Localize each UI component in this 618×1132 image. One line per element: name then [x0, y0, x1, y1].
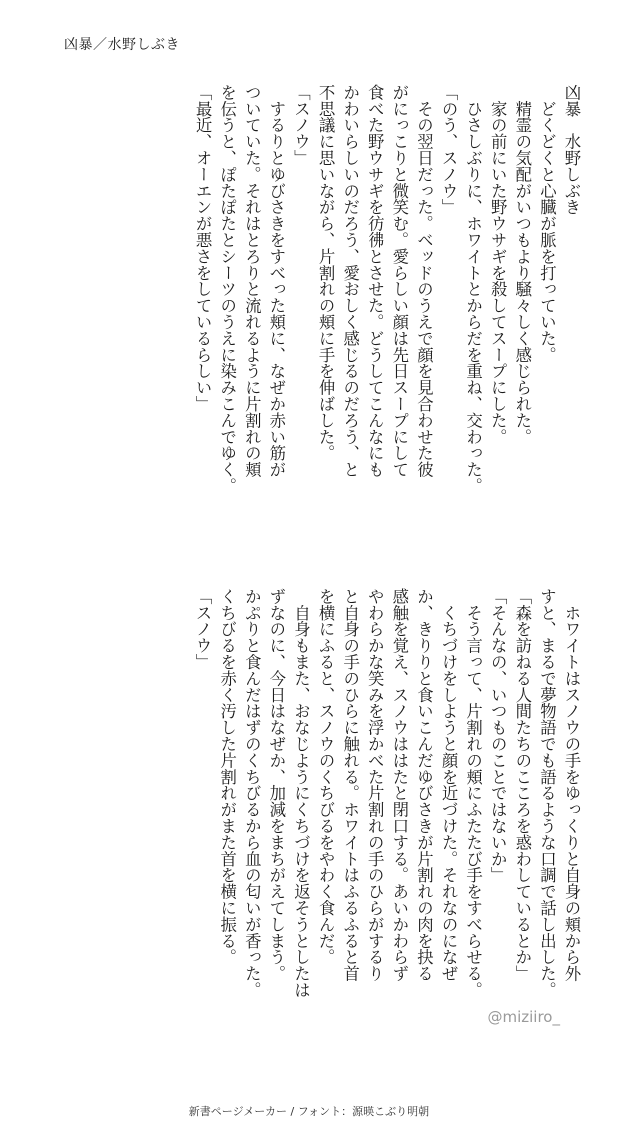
text-line: 「最近、オーエンが悪さをしているらしい」 [193, 84, 213, 412]
text-line: やわらかな笑みを浮かべた片割れの手のひらがするり [365, 588, 385, 982]
text-line: どくどくと心臓が脈を打っていた。 [537, 84, 557, 363]
text-line: くちづけをしようと顔を近づけた。それなのになぜ [439, 588, 459, 982]
text-line: を横にふると、スノウのくちびるをやわく食んだ。 [316, 588, 336, 966]
text-line: すと、まるで夢物語でも語るような口調で話し出した。 [537, 588, 557, 998]
text-line: 食べた野ウサギを彷彿とさせた。どうしてこんなにも [365, 84, 385, 478]
text-line: がにっこりと微笑む。愛らしい顔は先日スープにして [389, 84, 409, 478]
text-line: 精霊の気配がいつもより騒々しく感じられた。 [512, 84, 532, 445]
text-line: 自身もまた、おなじようにくちづけを返そうとしたは [291, 588, 311, 998]
footer-credit: 新書ページメーカー / フォント：源暎こぶり明朝 [188, 1105, 430, 1118]
text-line: 「森を訪ねる人間たちのこころを惑わしているとか」 [512, 588, 532, 982]
text-line: 不思議に思いながら、片割れの頬に手を伸ばした。 [316, 84, 336, 462]
text-line: 「そんなの、いつものことではないか」 [488, 588, 508, 884]
text-line: くちびるを赤く汚した片割れがまた首を横に振る。 [217, 588, 237, 966]
text-line: かわいらしいのだろう、愛おしく感じるのだろう、と [340, 84, 360, 478]
text-line: ついていた。それはとろりと流れるように片割れの頬 [242, 84, 262, 478]
text-line: かぷりと食んだはずのくちびるから血の匂いが香った。 [242, 588, 262, 998]
text-line: 家の前にいた野ウサギを殺してスープにした。 [488, 84, 508, 445]
text-column-bottom [190, 588, 584, 1038]
author-handle: @miziiro_ [487, 1008, 560, 1026]
text-column-top [190, 84, 584, 524]
text-line: 凶暴 水野しぶき [562, 84, 581, 216]
text-line: ひさしぶりに、ホワイトとからだを重ね、交わった。 [463, 84, 483, 494]
text-line: ずなのに、今日はなぜか、加減をまちがえてしまう。 [266, 588, 286, 982]
text-line: ホワイトはスノウの手をゆっくりと自身の頬から外 [562, 588, 581, 982]
text-line: と自身の手のひらに触れる。ホワイトはふるふると首 [340, 588, 360, 982]
text-line: か、きりりと食いこんだゆびさきが片割れの肉を抉る [414, 588, 434, 982]
text-line: 「スノウ」 [193, 588, 213, 670]
text-line: 「スノウ」 [291, 84, 311, 166]
text-line: 感触を覚え、スノウははたと閉口する。あいかわらず [389, 588, 409, 982]
text-line: そう言って、片割れの頬にふたたび手をすべらせる。 [463, 588, 483, 998]
page-header: 凶暴／水野しぶき [64, 37, 180, 53]
text-line: 「のう、スノウ」 [439, 84, 459, 216]
text-line: その翌日だった。ベッドのうえで顔を見合わせた彼 [414, 84, 434, 478]
text-line: を伝うと、ぽたぽたとシーツのうえに染みこんでゆく。 [217, 84, 237, 494]
text-line: するりとゆびさきをすべった頬に、なぜか赤い筋が [266, 84, 286, 478]
